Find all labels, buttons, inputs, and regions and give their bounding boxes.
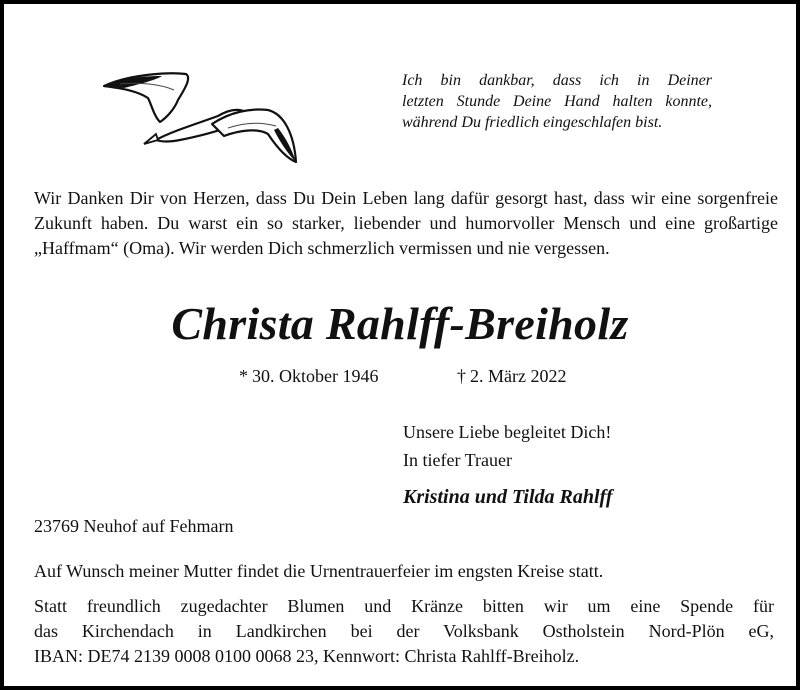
donation-note: [34, 594, 774, 669]
birth-symbol: *: [239, 366, 248, 386]
donation-line: IBAN: DE74 2139 0008 0100 0068 23, Kennwort: Christa Rahlff-Breiholz.: [34, 646, 580, 666]
funeral-note: Auf Wunsch meiner Mutter findet die Urnentrauerfeier im engsten Kreise statt.: [34, 561, 604, 581]
deceased-name: Christa Rahlff-Breiholz: [171, 298, 629, 349]
donation-line: das Kirchendach in Landkirchen bei der Volksbank Ostholstein Nord-Plön eG,: [34, 621, 774, 641]
death-date: [457, 364, 566, 388]
thanks-paragraph: Wir Danken Dir von Herzen, dass Du Dein Leben lang dafür gesorgt hast, dass wir eine sorgenfreie Zukunft haben. Du warst ein so starker, liebender und humorvoller Mensch und eine großartige „Haffmam“ (Oma). Wir werden Dich schmerzlich vermissen und nie vergessen.: [34, 188, 778, 258]
seagull-icon: [100, 68, 300, 168]
love-line: Unsere Liebe begleitet Dich!: [403, 422, 612, 442]
family-names: Kristina und Tilda Rahlff: [403, 486, 613, 508]
quote: [402, 70, 712, 133]
quote-line: während Du friedlich eingeschlafen bist.: [402, 114, 663, 131]
quote-line: Ich bin dankbar, dass ich in Deiner: [402, 72, 712, 89]
birth-date-text: 30. Oktober 1946: [252, 366, 379, 386]
donation-line: Statt freundlich zugedachter Blumen und Kränze bitten wir um eine Spende für: [34, 596, 774, 616]
place: 23769 Neuhof auf Fehmarn: [34, 516, 234, 536]
death-symbol: †: [457, 366, 466, 386]
birth-date: [239, 364, 378, 388]
mourning-line: In tiefer Trauer: [403, 450, 512, 470]
quote-line: letzten Stunde Deine Hand halten konnte,: [402, 93, 712, 110]
death-date-text: 2. März 2022: [470, 366, 567, 386]
